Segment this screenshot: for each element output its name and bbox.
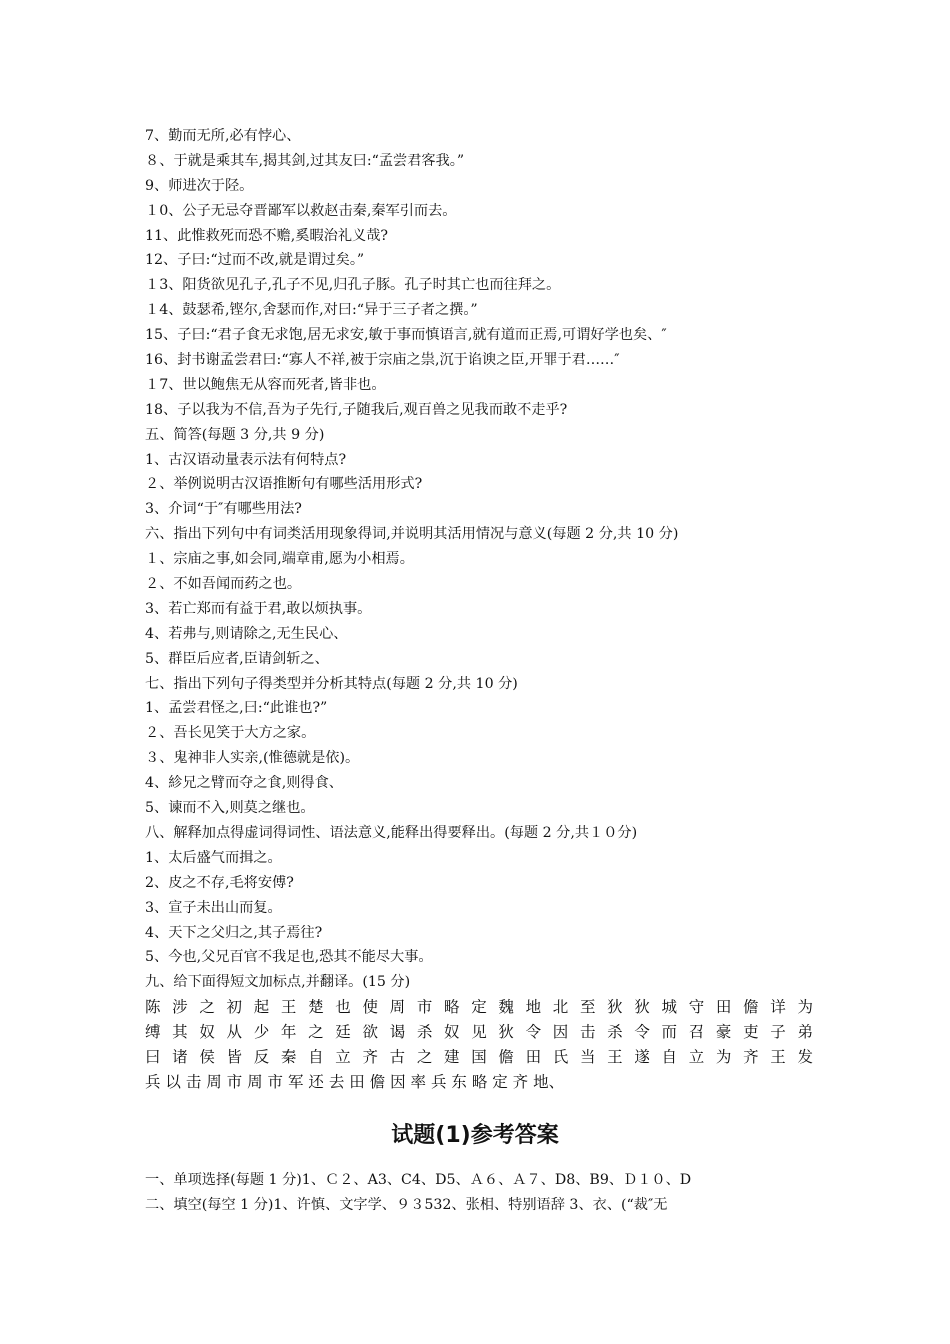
passage-line: 兵 以 击 周 市 周 市 军 还 去 田 儋 因 率 兵 东 略 定 齐 地、 <box>145 1072 565 1091</box>
question-line: １7、世以鲍焦无从容而死者,皆非也。 <box>145 376 386 393</box>
section-heading-7: 七、指出下列句子得类型并分析其特点(每题 2 分,共 10 分) <box>145 675 518 692</box>
question-line: 1、古汉语动量表示法有何特点? <box>145 451 347 468</box>
question-line: １4、鼓瑟希,铿尔,舍瑟而作,对曰:“异于三子者之撰。” <box>145 302 478 319</box>
question-line: 5、群臣后应者,臣请剑斩之、 <box>145 650 329 667</box>
question-line: 4、紾兄之臂而夺之食,则得食、 <box>145 775 343 792</box>
question-line: 7、勤而无所,必有悖心、 <box>145 128 301 144</box>
question-line: 2、皮之不存,毛将安傅? <box>145 874 294 891</box>
question-line: 15、子曰:“君子食无求饱,居无求安,敏于事而慎语言,就有道而正焉,可谓好学也矣、″ <box>145 327 667 344</box>
answer-list <box>145 1168 813 1218</box>
passage-line: 陈 涉 之 初 起 王 楚 也 使 周 市 略 定 魏 地 北 至 狄 狄 城 守 田 儋 详 为 <box>145 998 813 1017</box>
question-line: 11、此惟救死而恐不赡,奚暇治礼义哉? <box>145 227 388 244</box>
passage-line: 曰 诸 侯 皆 反 秦 自 立 齐 古 之 建 国 儋 田 氏 当 王 遂 自 立 为 齐 王 发 <box>145 1047 813 1066</box>
section-heading-9: 九、给下面得短文加标点,并翻译。(15 分) <box>145 974 411 991</box>
question-list <box>145 124 813 1095</box>
answer-line: 一、单项选择(每题 1 分)1、Ｃ２、A3、C4、D5、Ａ６、Ａ７、D8、B9、Ｄ１０、D <box>145 1172 692 1188</box>
question-line: ２、举例说明古汉语推断句有哪些活用形式? <box>145 476 423 493</box>
question-line: 12、子曰:“过而不改,就是谓过矣。” <box>145 252 365 269</box>
question-line: ２、吾长见笑于大方之家。 <box>145 725 316 742</box>
question-line: 1、孟尝君怪之,曰:“此谁也?” <box>145 700 328 717</box>
question-line: ８、于就是乘其车,揭其剑,过其友曰:“孟尝君客我。” <box>145 152 465 169</box>
section-heading-6: 六、指出下列句中有词类活用现象得词,并说明其活用情况与意义(每题 2 分,共 10 分) <box>145 526 679 543</box>
question-line: 5、今也,父兄百官不我足也,恐其不能尽大事。 <box>145 949 433 966</box>
question-line: ２、不如吾闻而药之也。 <box>145 576 302 593</box>
question-line: 9、师进次于陉。 <box>145 177 254 194</box>
question-line: 16、封书谢孟尝君曰:“寡人不祥,被于宗庙之祟,沉于谄谀之臣,开罪于君……″ <box>145 352 620 369</box>
question-line: 1、太后盛气而揖之。 <box>145 849 282 866</box>
question-line: １、宗庙之事,如会同,端章甫,愿为小相焉。 <box>145 551 414 568</box>
question-line: 3、介词“于″有哪些用法? <box>145 501 302 518</box>
question-line: ３、鬼神非人实亲,(惟德就是依)。 <box>145 750 360 767</box>
question-line: 5、谏而不入,则莫之继也。 <box>145 800 315 817</box>
section-heading-5: 五、简答(每题 3 分,共 9 分) <box>145 426 325 443</box>
answer-title: 试题(1)参考答案 <box>391 1123 559 1148</box>
section-heading-8: 八、解释加点得虚词得词性、语法意义,能释出得要释出。(每题 2 分,共１０分) <box>145 824 638 841</box>
question-line: 4、天下之父归之,其子焉往? <box>145 924 323 941</box>
question-line: 18、子以我为不信,吾为子先行,子随我后,观百兽之见我而敢不走乎? <box>145 401 568 418</box>
question-line: １3、阳货欲见孔子,孔子不见,归孔子豚。孔子时其亡也而往拜之。 <box>145 277 561 294</box>
question-line: 4、若弗与,则请除之,无生民心、 <box>145 625 348 642</box>
question-line: 3、若亡郑而有益于君,敢以烦执事。 <box>145 600 372 617</box>
passage-line: 缚 其 奴 从 少 年 之 廷 欲 谒 杀 奴 见 狄 令 因 击 杀 令 而 召 豪 吏 子 弟 <box>145 1023 813 1042</box>
answer-line: 二、填空(每空 1 分)1、许慎、文字学、９３532、张相、特别语辞 3、衣、(“裁″无 <box>145 1196 668 1213</box>
question-line: 3、宣子未出山而复。 <box>145 899 282 916</box>
question-line: １0、公子无忌夺晋鄙军以救赵击秦,秦军引而去。 <box>145 202 457 219</box>
